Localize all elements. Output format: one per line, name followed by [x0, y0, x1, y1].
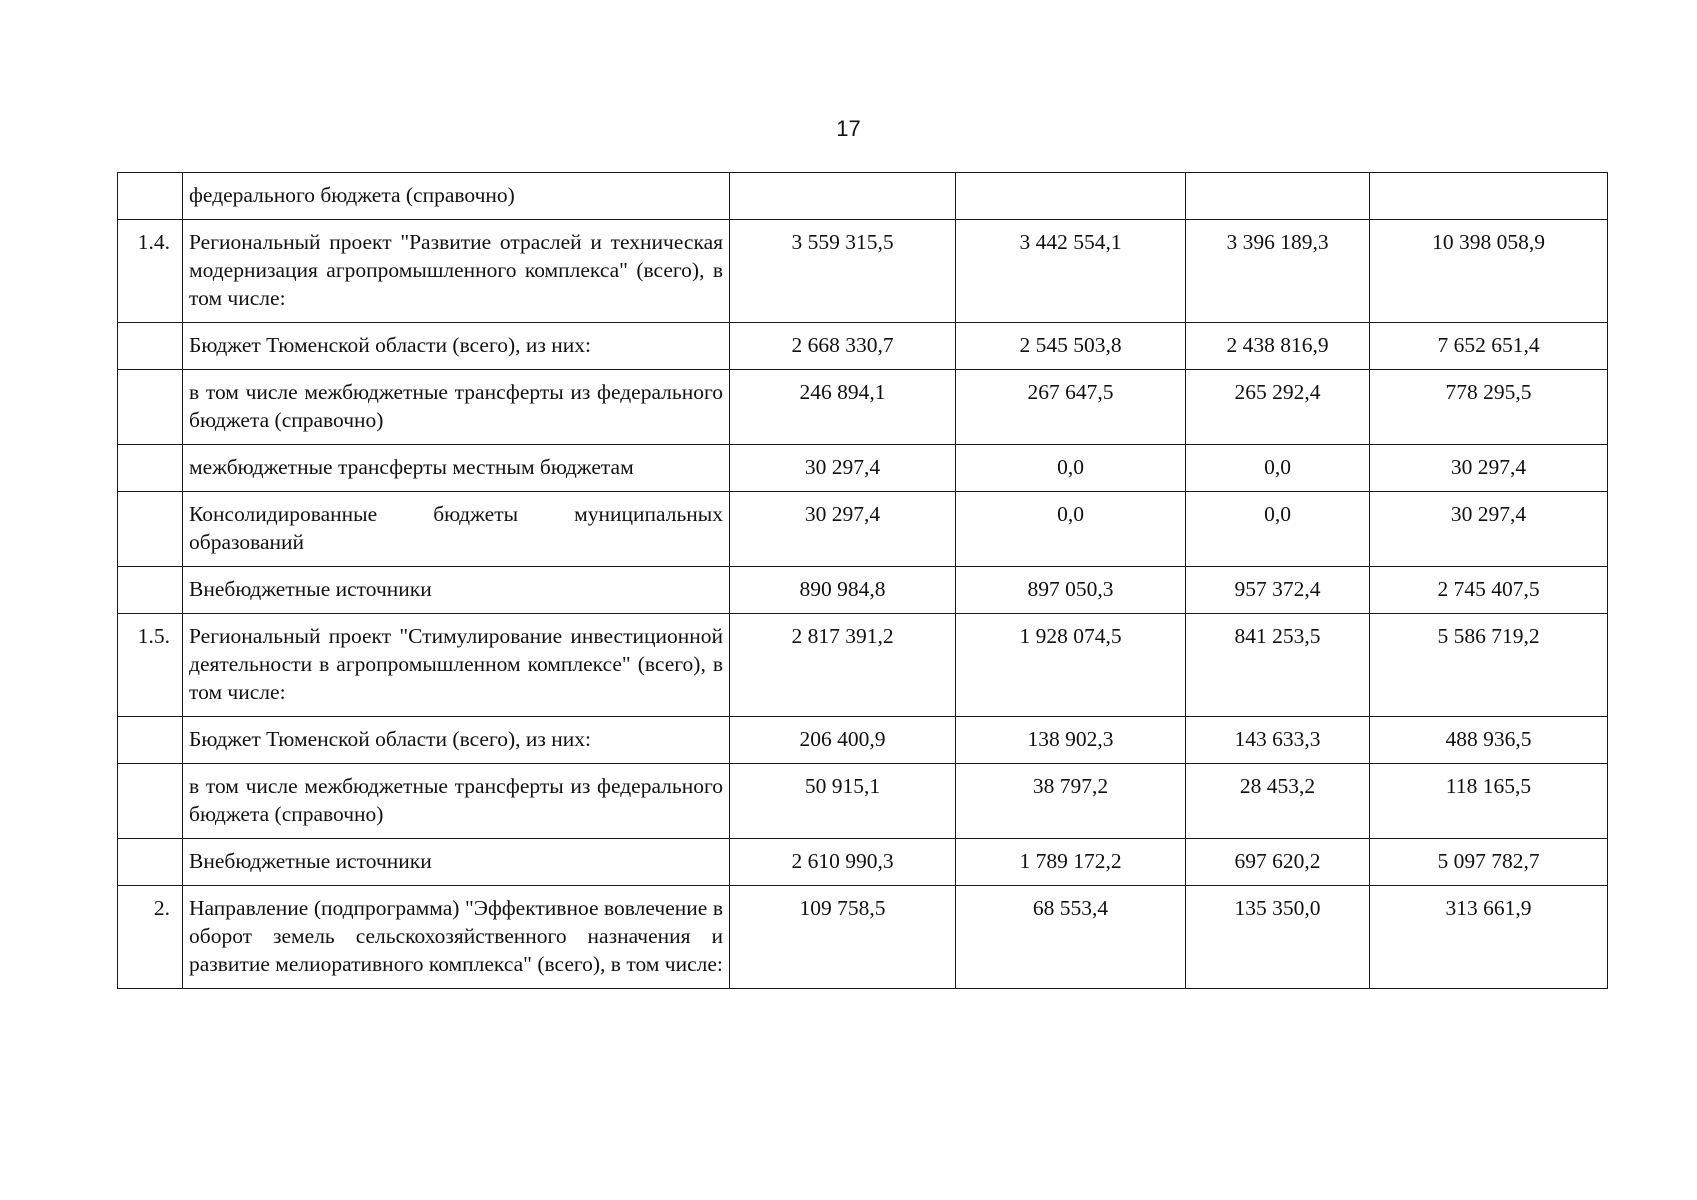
value-year-3: 0,0: [1186, 492, 1370, 567]
value-total: 2 745 407,5: [1370, 567, 1608, 614]
row-description: межбюджетные трансферты местным бюджетам: [183, 445, 730, 492]
value-year-3: 957 372,4: [1186, 567, 1370, 614]
table-row: [118, 886, 1608, 989]
value-total: 5 586 719,2: [1370, 614, 1608, 717]
table-row: [118, 764, 1608, 839]
table-row: [118, 370, 1608, 445]
row-number: 1.5.: [118, 614, 183, 717]
value-year-3: 0,0: [1186, 445, 1370, 492]
value-total: 778 295,5: [1370, 370, 1608, 445]
value-year-2: 38 797,2: [956, 764, 1186, 839]
table-row: [118, 173, 1608, 220]
row-number: [118, 370, 183, 445]
value-year-1: 50 915,1: [730, 764, 956, 839]
value-year-1: 246 894,1: [730, 370, 956, 445]
value-total: 118 165,5: [1370, 764, 1608, 839]
table-row: [118, 323, 1608, 370]
row-number: 1.4.: [118, 220, 183, 323]
row-number: [118, 323, 183, 370]
row-description: Бюджет Тюменской области (всего), из них:: [183, 323, 730, 370]
value-total: [1370, 173, 1608, 220]
value-year-1: 2 817 391,2: [730, 614, 956, 717]
value-total: 30 297,4: [1370, 445, 1608, 492]
value-year-2: 267 647,5: [956, 370, 1186, 445]
value-year-1: 3 559 315,5: [730, 220, 956, 323]
table-row: [118, 567, 1608, 614]
value-year-3: 265 292,4: [1186, 370, 1370, 445]
value-total: 5 097 782,7: [1370, 839, 1608, 886]
value-total: 7 652 651,4: [1370, 323, 1608, 370]
table-row: [118, 839, 1608, 886]
value-year-3: 3 396 189,3: [1186, 220, 1370, 323]
row-number: [118, 492, 183, 567]
row-description: Направление (подпрограмма) "Эффективное вовлечение в оборот земель сельскохозяйственного назначения и развитие мелиоративного комплекса" (всего), в том числе:: [183, 886, 730, 989]
value-year-2: 0,0: [956, 492, 1186, 567]
value-year-2: 138 902,3: [956, 717, 1186, 764]
row-description: в том числе межбюджетные трансферты из федерального бюджета (справочно): [183, 370, 730, 445]
value-year-3: 28 453,2: [1186, 764, 1370, 839]
value-year-3: 697 620,2: [1186, 839, 1370, 886]
value-year-1: 2 668 330,7: [730, 323, 956, 370]
row-number: [118, 839, 183, 886]
value-year-2: 1 928 074,5: [956, 614, 1186, 717]
value-year-2: 897 050,3: [956, 567, 1186, 614]
value-year-1: 2 610 990,3: [730, 839, 956, 886]
value-year-2: 1 789 172,2: [956, 839, 1186, 886]
row-number: [118, 764, 183, 839]
row-description: Бюджет Тюменской области (всего), из них:: [183, 717, 730, 764]
value-year-1: 30 297,4: [730, 492, 956, 567]
budget-table: [117, 172, 1608, 989]
row-description: Внебюджетные источники: [183, 839, 730, 886]
row-number: [118, 567, 183, 614]
row-description: в том числе межбюджетные трансферты из федерального бюджета (справочно): [183, 764, 730, 839]
value-year-1: 30 297,4: [730, 445, 956, 492]
value-total: 10 398 058,9: [1370, 220, 1608, 323]
table-row: [118, 220, 1608, 323]
value-year-1: 206 400,9: [730, 717, 956, 764]
value-total: 488 936,5: [1370, 717, 1608, 764]
table-row: [118, 492, 1608, 567]
row-description: Внебюджетные источники: [183, 567, 730, 614]
value-year-2: 0,0: [956, 445, 1186, 492]
table-row: [118, 717, 1608, 764]
table-row: [118, 614, 1608, 717]
row-number: 2.: [118, 886, 183, 989]
row-number: [118, 717, 183, 764]
row-description: Региональный проект "Стимулирование инвестиционной деятельности в агропромышленном комплексе" (всего), в том числе:: [183, 614, 730, 717]
page-number: 17: [836, 116, 861, 141]
row-description: Региональный проект "Развитие отраслей и техническая модернизация агропромышленного комплекса" (всего), в том числе:: [183, 220, 730, 323]
value-year-2: 68 553,4: [956, 886, 1186, 989]
value-year-1: 890 984,8: [730, 567, 956, 614]
value-total: 30 297,4: [1370, 492, 1608, 567]
value-year-3: 143 633,3: [1186, 717, 1370, 764]
value-year-2: 2 545 503,8: [956, 323, 1186, 370]
row-number: [118, 445, 183, 492]
value-year-1: 109 758,5: [730, 886, 956, 989]
value-year-3: [1186, 173, 1370, 220]
value-year-3: 135 350,0: [1186, 886, 1370, 989]
value-year-1: [730, 173, 956, 220]
value-year-2: [956, 173, 1186, 220]
row-description: федерального бюджета (справочно): [183, 173, 730, 220]
table-row: [118, 445, 1608, 492]
row-number: [118, 173, 183, 220]
value-year-2: 3 442 554,1: [956, 220, 1186, 323]
row-description: Консолидированные бюджеты муниципальных образований: [183, 492, 730, 567]
value-total: 313 661,9: [1370, 886, 1608, 989]
value-year-3: 2 438 816,9: [1186, 323, 1370, 370]
value-year-3: 841 253,5: [1186, 614, 1370, 717]
